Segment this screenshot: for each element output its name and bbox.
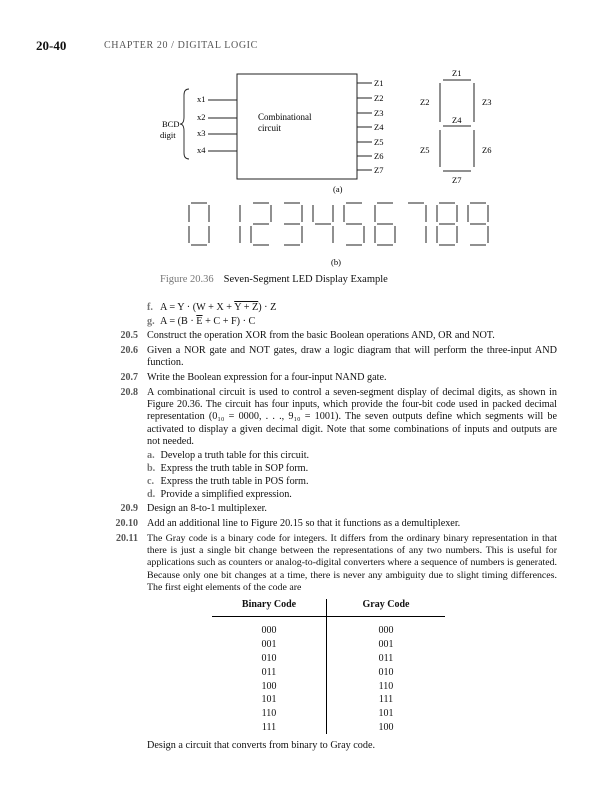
table-header-binary: Binary Code <box>212 599 327 617</box>
problem-number: 20.11 <box>116 533 138 544</box>
problem-subitem: d. Provide a simplified expression. <box>147 489 292 500</box>
problem-f: f. A = Y · (W + X + Y + Z) · Z <box>147 302 277 313</box>
chapter-heading: CHAPTER 20 / DIGITAL LOGIC <box>104 40 258 51</box>
output-label-z4: Z4 <box>374 122 384 132</box>
input-label-x4: x4 <box>197 145 206 155</box>
segment-label-z4: Z4 <box>452 115 462 125</box>
problem-subitem: a. Develop a truth table for this circuit. <box>147 450 310 461</box>
problem-number: 20.5 <box>120 330 138 341</box>
digit-5 <box>344 203 364 245</box>
digit-8 <box>437 203 457 245</box>
problem-subitem: c. Express the truth table in POS form. <box>147 476 309 487</box>
problem-text: Design an 8-to-1 multiplexer. <box>147 503 267 514</box>
digit-2 <box>251 203 271 245</box>
gray-code-table <box>212 599 445 734</box>
digit-3 <box>284 203 302 245</box>
segment-label-z3: Z3 <box>482 97 492 107</box>
box-label-1: Combinational <box>258 112 312 122</box>
caption-title: Seven-Segment LED Display Example <box>223 274 388 285</box>
output-label-z2: Z2 <box>374 93 384 103</box>
segment-label-z5: Z5 <box>420 145 430 155</box>
output-label-z3: Z3 <box>374 108 384 118</box>
table-row: 101 111 <box>212 693 445 707</box>
table-row: 001 001 <box>212 638 445 652</box>
table-row: 011 010 <box>212 665 445 679</box>
segment-label-z1: Z1 <box>452 68 462 78</box>
digit-label: digit <box>160 130 176 140</box>
output-label-z5: Z5 <box>374 137 384 147</box>
table-row: 111 100 <box>212 721 445 735</box>
problem-number: 20.10 <box>115 518 138 529</box>
problem-subitem: b. Express the truth table in SOP form. <box>147 463 309 474</box>
combinational-circuit-box <box>237 74 357 179</box>
figure-diagram <box>0 0 604 270</box>
part-b-label: (b) <box>331 257 341 267</box>
table-row: 010 011 <box>212 652 445 666</box>
segment-label-z2: Z2 <box>420 97 430 107</box>
digit-6 <box>375 203 395 245</box>
input-brace <box>180 89 189 159</box>
table-row: 100 110 <box>212 679 445 693</box>
box-label-2: circuit <box>258 123 281 133</box>
problem-g: g. $A = (B \cdot \overline{E} + C + F) \cdot C$ <box>147 316 256 327</box>
problem-number: 20.9 <box>120 503 138 514</box>
input-label-x2: x2 <box>197 112 206 122</box>
figure-caption <box>160 274 388 285</box>
digit-display-row <box>189 203 488 245</box>
output-label-z6: Z6 <box>374 151 384 161</box>
problem-number: 20.6 <box>120 345 138 356</box>
input-label-x3: x3 <box>197 128 206 138</box>
part-a-label: (a) <box>333 184 343 194</box>
closing-instruction: Design a circuit that converts from binary to Gray code. <box>147 740 376 751</box>
digit-0 <box>189 203 209 245</box>
table-header-gray: Gray Code <box>327 599 446 617</box>
problem-text: Add an additional line to Figure 20.15 so that it functions as a demultiplexer. <box>147 518 461 529</box>
table-row: 110 101 <box>212 707 445 721</box>
digit-9 <box>468 203 488 245</box>
digit-4 <box>313 205 333 243</box>
problem-text: Given a NOR gate and NOT gates, draw a logic diagram that will perform the three-input AND function. <box>147 345 557 369</box>
caption-number: Figure 20.36 <box>160 274 214 285</box>
bcd-label: BCD <box>162 119 180 129</box>
problem-text: Construct the operation XOR from the basic Boolean operations AND, OR and NOT. <box>147 330 495 341</box>
input-label-x1: x1 <box>197 94 206 104</box>
digit-7 <box>408 203 426 243</box>
problem-number: 20.8 <box>120 387 138 398</box>
segment-label-z7: Z7 <box>452 175 462 185</box>
segment-layout <box>440 80 474 171</box>
problem-text: A combinational circuit is used to control a seven-segment display of decimal digits, as shown in Figure 20.36. The circuit has four inputs, which provide the four-bit code used in packed decimal representation (0₁₀ = 0000, . . ., 9₁₀ = 1001). The seven outputs define which segments will be activated to display a given decimal digit. Note that some combinations of inputs and outputs are not needed. <box>147 387 557 447</box>
problem-text: Write the Boolean expression for a four-input NAND gate. <box>147 372 387 383</box>
table-row: 000 000 <box>212 617 445 638</box>
page-number: 20-40 <box>36 38 67 53</box>
output-label-z7: Z7 <box>374 165 384 175</box>
problem-text: The Gray code is a binary code for integers. It differs from the ordinary binary representation in that there is just a single bit change between the representations of any two numbers. This is useful for applications such as counters or analog-to-digital converters where a sequence of numbers is generated. Because only one bit changes at a time, there is never any ambiguity due to slight timing differences. The first eight elements of the code are <box>147 533 557 593</box>
output-label-z1: Z1 <box>374 78 384 88</box>
segment-label-z6: Z6 <box>482 145 492 155</box>
problem-number: 20.7 <box>120 372 138 383</box>
